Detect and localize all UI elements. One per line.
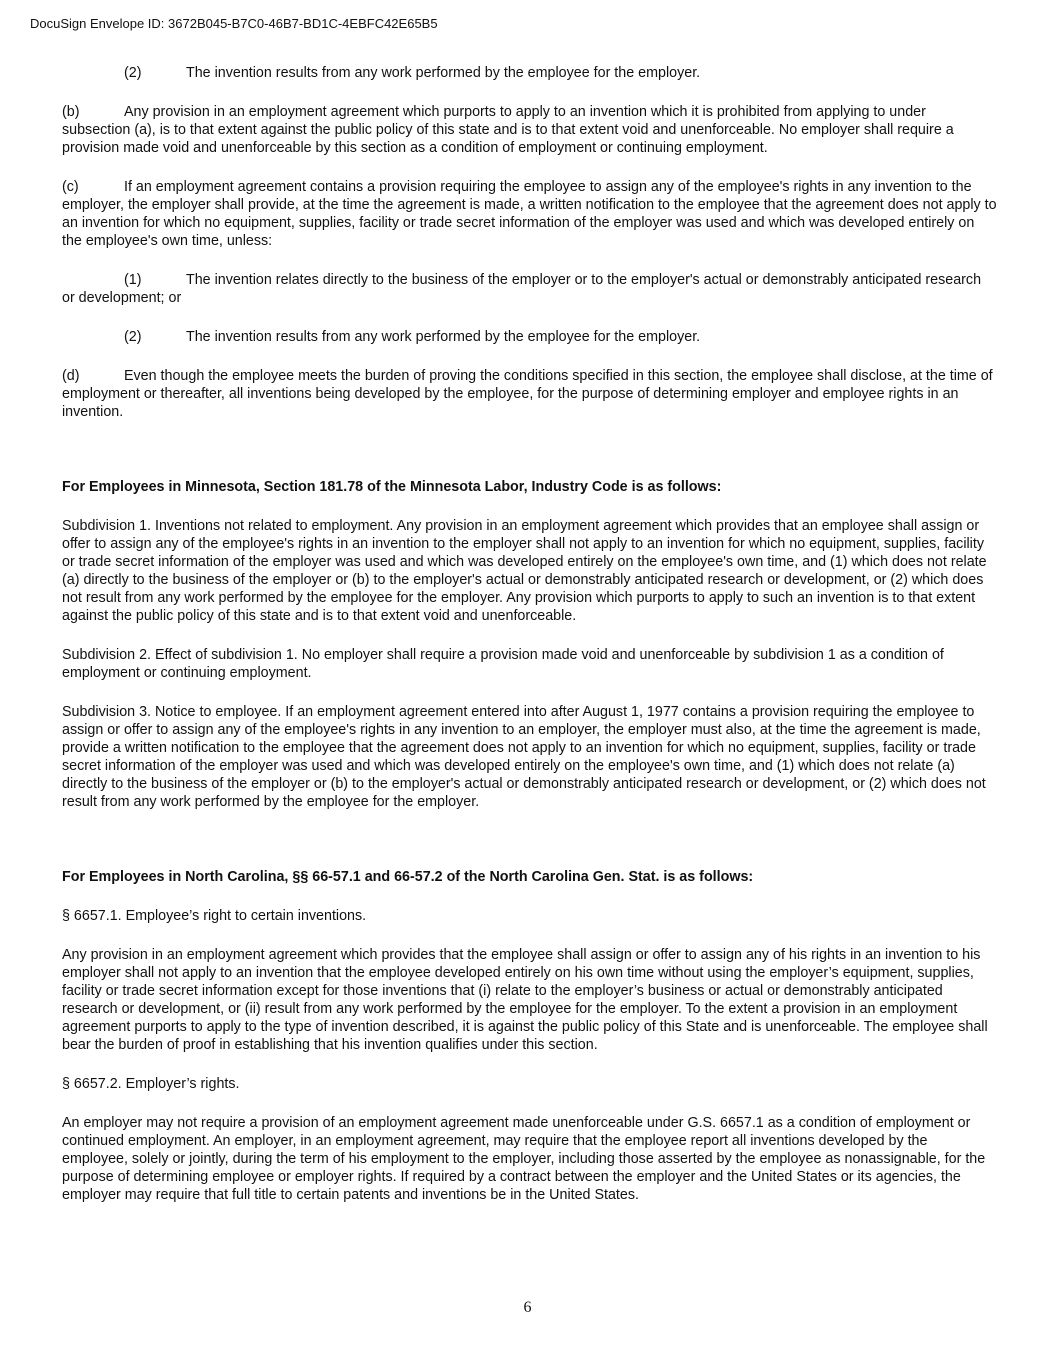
item-text: Any provision in an employment agreement which purports to apply to an invention which it is prohibited from applying to under subsection (a), is to that extent against the public policy of this state and is to that extent void and unenforceable. No employer shall require a provision made void and unenforceable by this section as a condition of employment or continuing employment. — [62, 104, 954, 156]
item-number: (2) — [124, 65, 142, 81]
minnesota-subdivision-2: Subdivision 2. Effect of subdivision 1. No employer shall require a provision made void and unenforceable by subdivision 1 as a condition of employment or continuing employment. — [62, 647, 944, 681]
item-number: (c) — [62, 179, 79, 195]
paragraph-d — [62, 367, 997, 421]
nc-section-2-title: § 6657.2. Employer’s rights. — [62, 1076, 240, 1092]
item-number: (b) — [62, 104, 80, 120]
item-text: If an employment agreement contains a provision requiring the employee to assign any of the employee's rights in any invention to the employer, the employer shall provide, at the time the agreement is made, a written notification to the employee that the agreement does not apply to an invention for which no equipment, supplies, facility or trade secret information of the employer was used and which was developed entirely on the employee's own time, unless: — [62, 179, 997, 249]
nc-section-1-title: § 6657.1. Employee’s right to certain inventions. — [62, 908, 367, 924]
document-page — [62, 64, 997, 1225]
nc-section-2-body: An employer may not require a provision of an employment agreement made unenforceable under G.S. 6657.1 as a condition of employment or continued employment. An employer, in an employment agreement, may require that the employee report all inventions developed by the employee, solely or jointly, during the term of his employment to the employer, including those asserted by the employee as nonassignable, for the purpose of determining employee or employer rights. If required by a contract between the employer and the United States or its agencies, the employer may require that full title to certain patents and inventions be in the United States. — [62, 1115, 986, 1203]
north-carolina-heading: For Employees in North Carolina, §§ 66-57.1 and 66-57.2 of the North Carolina Gen. Stat. is as follows: — [62, 869, 754, 885]
minnesota-subdivision-3: Subdivision 3. Notice to employee. If an employment agreement entered into after August 1, 1977 contains a provision requiring the employee to assign or offer to assign any of the employee's rights in any invention to an employer, the employer must also, at the time the agreement is made, provide a written notification to the employee that the agreement does not apply to an invention for which no equipment, supplies, facility or trade secret information of the employer was used and which was developed entirely on the employee's own time, and (1) which does not relate (a) directly to the business of the employer or (b) to the employer's actual or demonstrably anticipated research or development, or (2) which does not result from any work performed by the employee for the employer. — [62, 704, 986, 810]
item-number: (2) — [124, 329, 142, 345]
paragraph-c2 — [62, 328, 997, 346]
item-number: (d) — [62, 368, 80, 384]
item-text: The invention relates directly to the business of the employer or to the employer's actual or demonstrably anticipated research or development; or — [62, 272, 982, 306]
envelope-id: DocuSign Envelope ID: 3672B045-B7C0-46B7-BD1C-4EBFC42E65B5 — [30, 16, 438, 31]
minnesota-subdivision-1: Subdivision 1. Inventions not related to employment. Any provision in an employment agreement which provides that an employee shall assign or offer to assign any of the employee's rights in an invention to the employer shall not apply to an invention for which no equipment, supplies, facility or trade secret information of the employer was used and which was developed entirely on the employee's own time, and (1) which does not relate (a) directly to the business of the employer or (b) to the employer's actual or demonstrably anticipated research or development, or (2) which does not result from any work performed by the employee for the employer. Any provision which purports to apply to such an invention is to that extent against the public policy of this state and is to that extent void and unenforceable. — [62, 518, 987, 624]
paragraph-c — [62, 178, 997, 250]
paragraph-c1 — [62, 271, 997, 307]
nc-section-1-body: Any provision in an employment agreement which provides that the employee shall assign or offer to assign any of his rights in an invention to his employer shall not apply to an invention that the employee developed entirely on his own time without using the employer’s equipment, supplies, facility or trade secret information except for those inventions that (i) relate to the employer’s business or actual or demonstrably anticipated research or development, or (ii) result from any work performed by the employee for the employer. To the extent a provision in an employment agreement purports to apply to the type of invention described, it is against the public policy of this State and is unenforceable. The employee shall bear the burden of proof in establishing that his invention qualifies under this section. — [62, 947, 988, 1053]
item-text: The invention results from any work performed by the employee for the employer. — [186, 329, 701, 345]
item-text: The invention results from any work performed by the employee for the employer. — [186, 65, 701, 81]
minnesota-heading: For Employees in Minnesota, Section 181.78 of the Minnesota Labor, Industry Code is as follows: — [62, 479, 722, 495]
list-item — [62, 64, 997, 82]
item-text: Even though the employee meets the burden of proving the conditions specified in this section, the employee shall disclose, at the time of employment or thereafter, all inventions being developed by the employee, for the purpose of determining employer and employee rights in an invention. — [62, 368, 993, 420]
paragraph-b — [62, 103, 997, 157]
item-number: (1) — [124, 272, 142, 288]
page-number: 6 — [523, 1299, 532, 1316]
